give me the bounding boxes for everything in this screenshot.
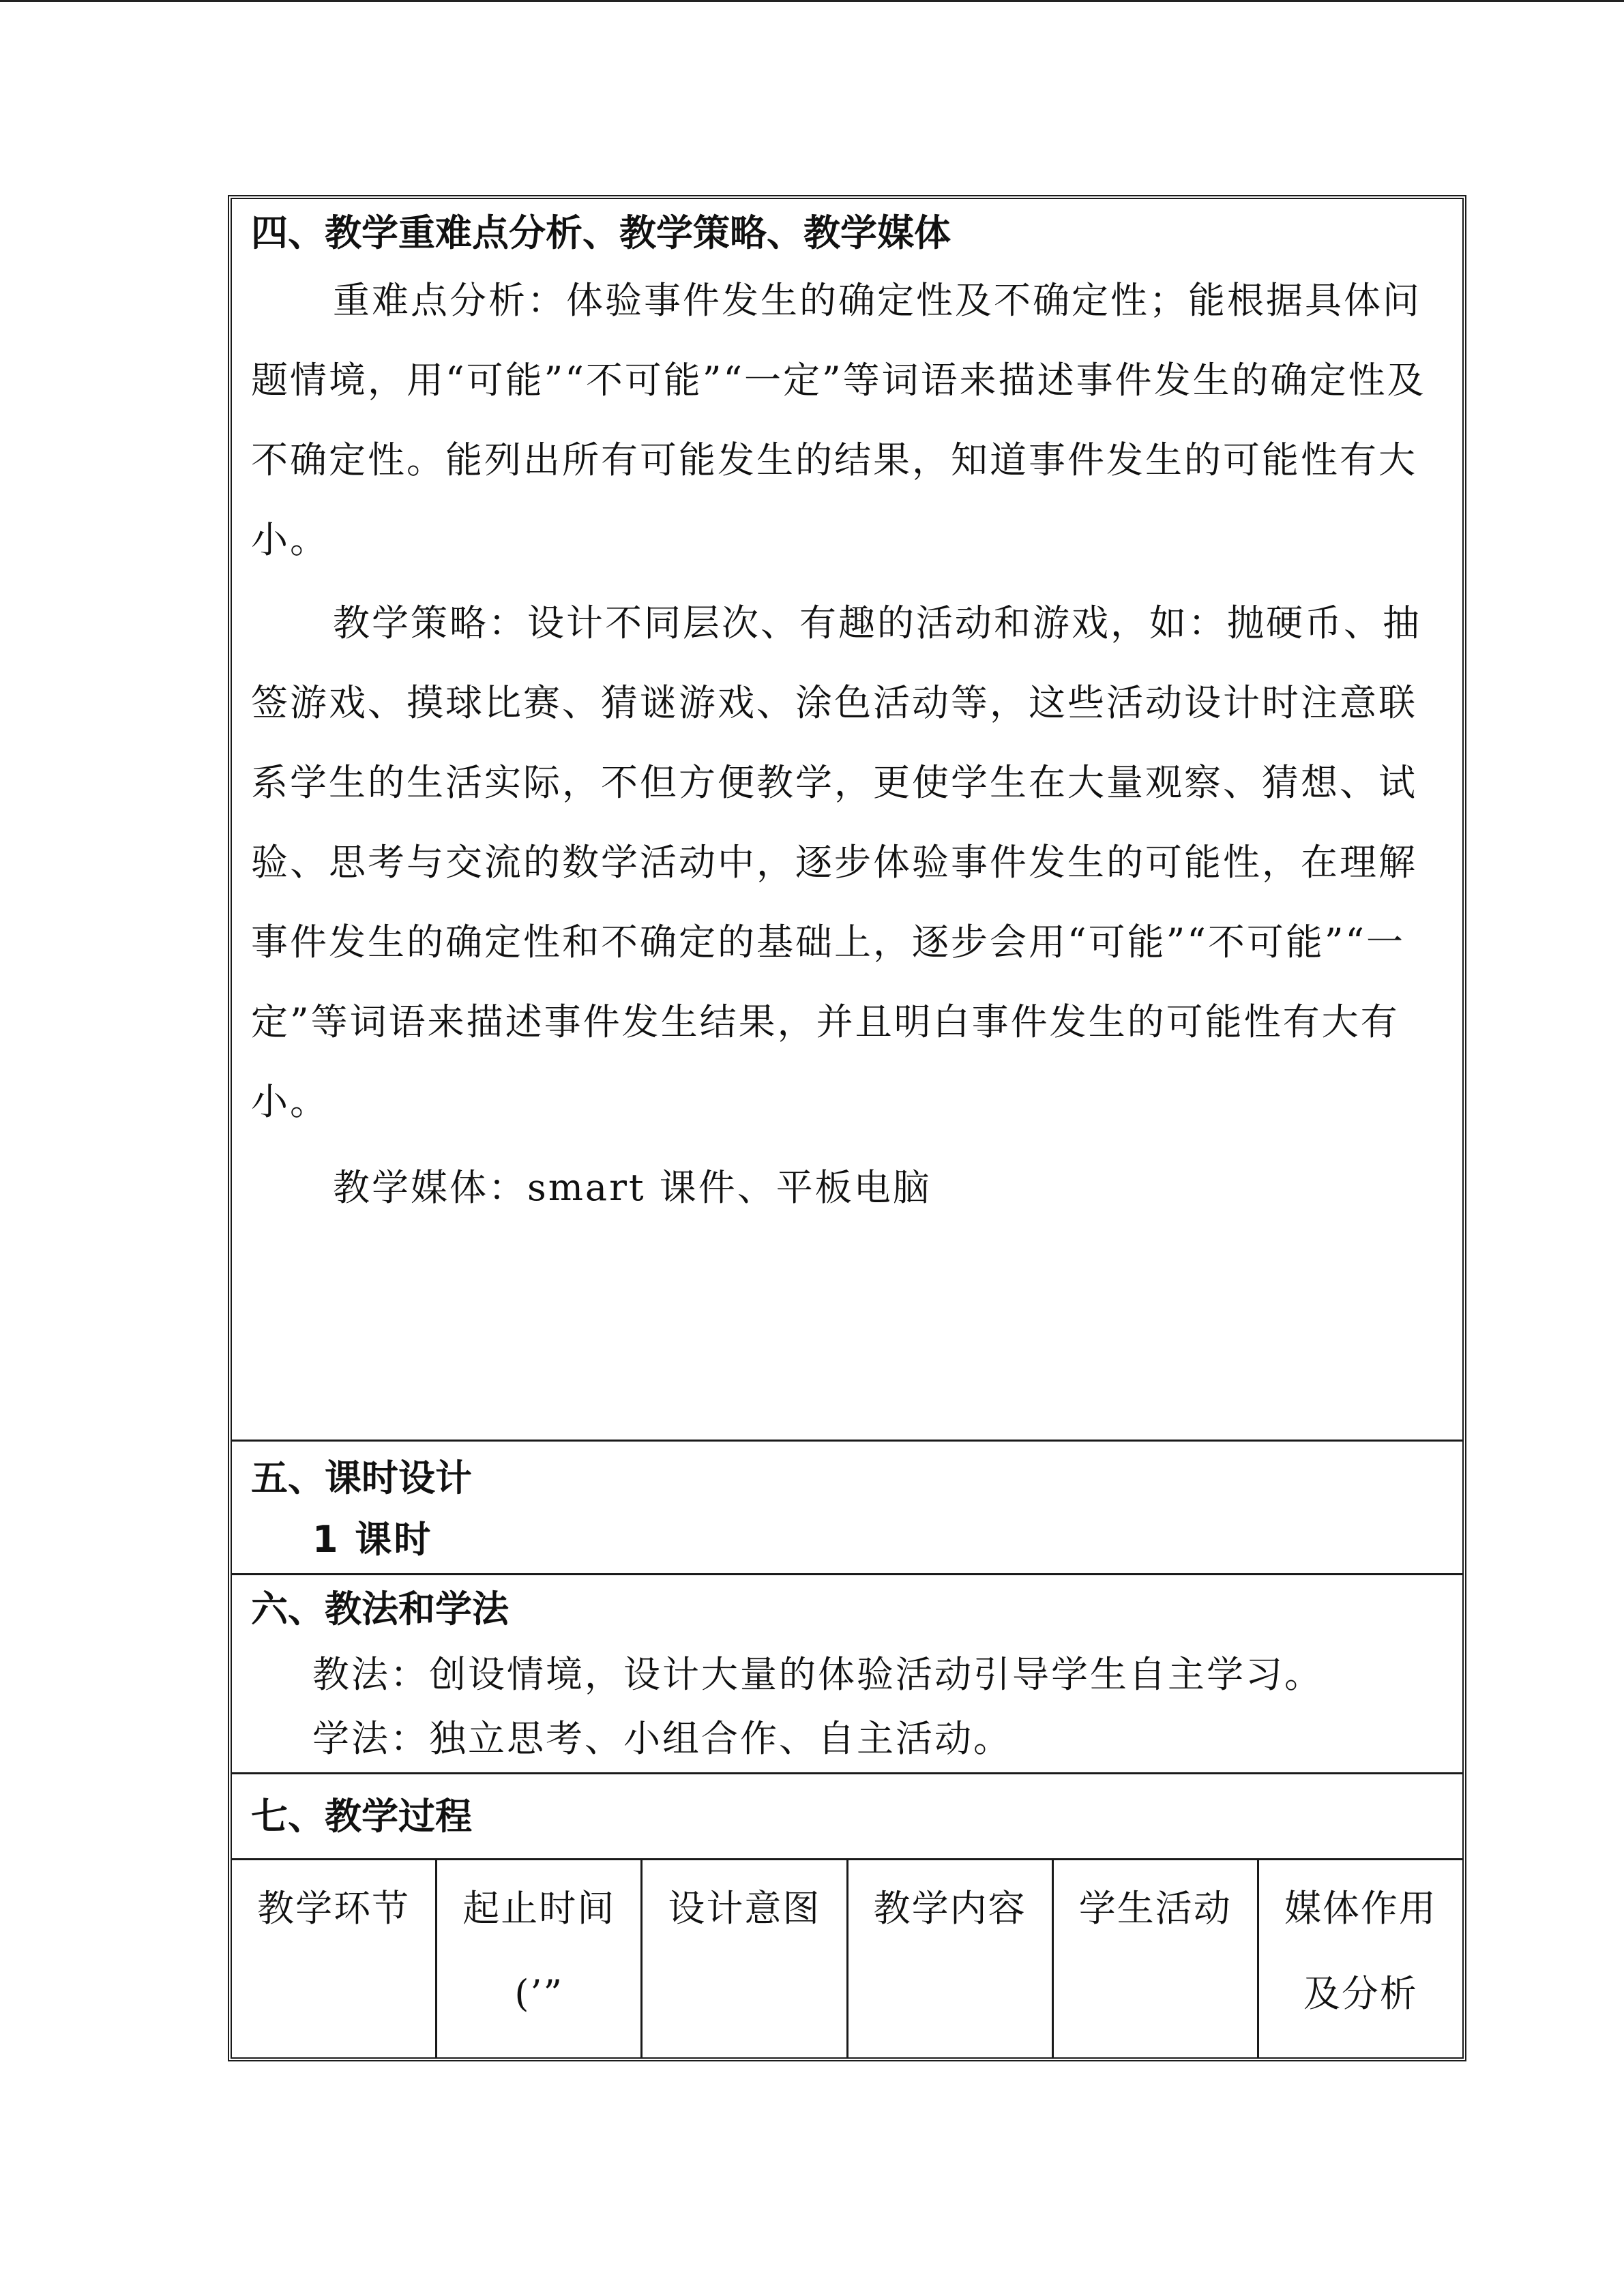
header-cell-time: 起止时间 (’” bbox=[437, 1860, 643, 2057]
header-cell-design-intent: 设计意图 bbox=[643, 1860, 848, 2057]
teaching-media-text: 教学媒体：smart 课件、平板电脑 bbox=[333, 1166, 932, 1209]
difficulty-analysis-text: 重难点分析：体验事件发生的确定性及不确定性；能根据具体问题情境，用“可能”“不可能”“一定”等词语来描述事件发生的确定性及不确定性。能列出所有可能发生的结果，知道事件发生的可能性有大小。 bbox=[251, 279, 1426, 561]
header-cell-teaching-content: 教学内容 bbox=[848, 1860, 1054, 2057]
lesson-count: 1 课时 bbox=[312, 1518, 433, 1561]
process-table-header bbox=[232, 1860, 1462, 2057]
section-methods bbox=[232, 1575, 1462, 1774]
teaching-method-text: 教法：创设情境，设计大量的体验活动引导学生自主学习。 bbox=[312, 1653, 1323, 1696]
section-lesson-design bbox=[232, 1442, 1462, 1575]
section-process bbox=[232, 1774, 1462, 1860]
learning-method-text: 学法：独立思考、小组合作、自主活动。 bbox=[312, 1717, 1012, 1760]
header-cell-student-activity: 学生活动 bbox=[1054, 1860, 1259, 2057]
page-top-rule bbox=[0, 0, 1624, 2]
section-5-heading: 五、课时设计 bbox=[251, 1457, 472, 1500]
teaching-strategy-text: 教学策略：设计不同层次、有趣的活动和游戏，如：抛硬币、抽签游戏、摸球比赛、猜谜游戏、涂色活动等，这些活动设计时注意联系学生的生活实际，不但方便教学，更使学生在大量观察、猜想、试验、思考与交流的数学活动中，逐步体验事件发生的可能性，在理解事件发生的确定性和不确定的基础上，逐步会用“可能”“不可能”“一定”等词语来描述事件发生结果，并且明白事件发生的可能性有大有小。 bbox=[251, 601, 1421, 1123]
section-6-heading: 六、教法和学法 bbox=[251, 1587, 509, 1630]
header-cell-media-role: 媒体作用 及分析 bbox=[1284, 1887, 1437, 2015]
section-key-points bbox=[232, 199, 1462, 1442]
section-7-heading: 七、教学过程 bbox=[251, 1795, 472, 1838]
section-4-heading: 四、教学重难点分析、教学策略、教学媒体 bbox=[251, 211, 951, 254]
lesson-plan-table bbox=[228, 195, 1466, 2061]
header-cell-teaching-stage: 教学环节 bbox=[232, 1860, 437, 2057]
